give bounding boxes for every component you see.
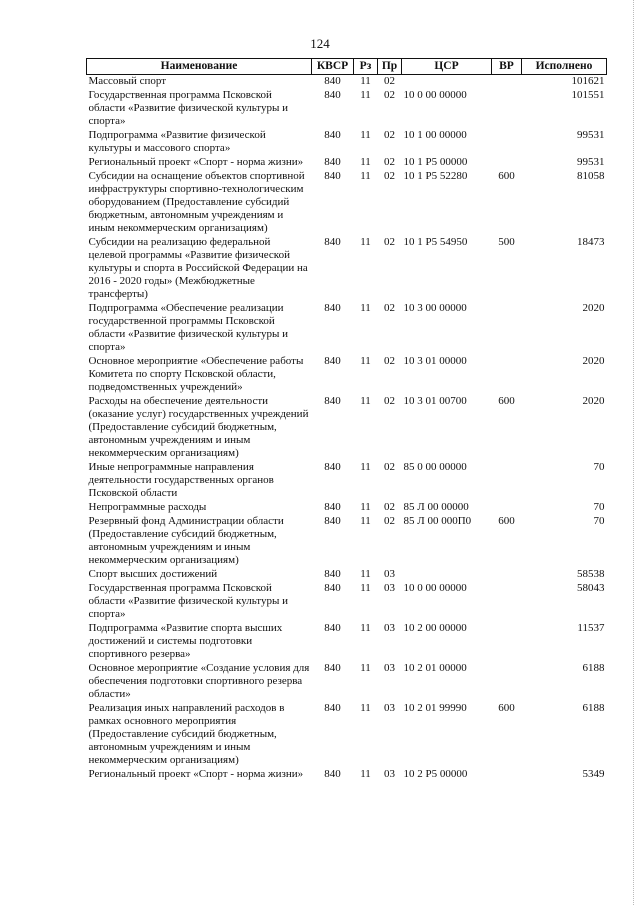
cell-kvsr: 840 — [324, 395, 341, 407]
cell-vr — [492, 582, 522, 622]
cell-rz: 11 — [360, 501, 371, 513]
cell-rz: 11 — [360, 702, 371, 714]
column-header-vr: ВР — [492, 59, 522, 75]
cell-vr — [492, 501, 522, 515]
cell-executed: 58043 — [577, 582, 605, 594]
cell-csr: 10 3 01 00700 — [403, 395, 467, 407]
cell-vr: 500 — [498, 236, 515, 248]
cell-name: Региональный проект «Спорт - норма жизни» — [88, 768, 304, 780]
column-header-rz: Рз — [354, 59, 378, 75]
cell-name: Реализация иных направлений расходов в рамках основного мероприятия (Предоставление субсидий бюджетным, автономным учреждениям и иным некоммерческим организациям) — [88, 702, 285, 766]
cell-name: Региональный проект «Спорт - норма жизни» — [88, 156, 304, 168]
cell-pr: 02 — [384, 236, 395, 248]
cell-rz: 11 — [360, 75, 371, 87]
cell-csr: 10 2 Р5 00000 — [403, 768, 468, 780]
scan-edge-line — [632, 0, 634, 905]
cell-pr: 02 — [384, 302, 395, 314]
cell-name: Непрограммные расходы — [88, 501, 207, 513]
table-row — [87, 302, 607, 355]
cell-vr — [492, 568, 522, 582]
cell-executed: 5349 — [582, 768, 605, 780]
budget-execution-table — [86, 58, 607, 782]
cell-csr: 10 0 00 00000 — [403, 582, 467, 594]
cell-kvsr: 840 — [324, 662, 341, 674]
table-row — [87, 89, 607, 129]
cell-pr: 03 — [384, 662, 395, 674]
cell-pr: 02 — [384, 501, 395, 513]
cell-executed: 2020 — [582, 355, 605, 367]
table-header — [87, 59, 607, 75]
cell-executed: 18473 — [577, 236, 605, 248]
cell-vr: 600 — [498, 395, 515, 407]
table-row — [87, 236, 607, 302]
cell-name: Государственная программа Псковской области «Развитие физической культуры и спорта» — [88, 89, 288, 127]
cell-name: Подпрограмма «Развитие физической культуры и массового спорта» — [88, 129, 266, 154]
cell-vr — [492, 75, 522, 90]
cell-csr: 10 1 Р5 52280 — [403, 170, 468, 182]
cell-vr — [492, 768, 522, 782]
cell-csr: 85 0 00 00000 — [403, 461, 467, 473]
cell-kvsr: 840 — [324, 170, 341, 182]
cell-name: Подпрограмма «Развитие спорта высших достижений и системы подготовки спортивного резерва» — [88, 622, 283, 660]
cell-rz: 11 — [360, 395, 371, 407]
table-row — [87, 582, 607, 622]
cell-kvsr: 840 — [324, 501, 341, 513]
table-row — [87, 662, 607, 702]
cell-csr — [402, 75, 492, 90]
cell-name: Субсидии на оснащение объектов спортивной инфраструктуры спортивно-технологическим оборудованием (Предоставление субсидий бюджетным, автономным учреждениям и иным некоммерческим организациям) — [88, 170, 305, 234]
cell-name: Массовый спорт — [88, 75, 167, 87]
cell-executed: 70 — [593, 501, 605, 513]
cell-vr — [492, 129, 522, 156]
cell-name: Резервный фонд Администрации области (Предоставление субсидий бюджетным, автономным учреждениям и иным некоммерческим организациям) — [88, 515, 284, 566]
table-row — [87, 129, 607, 156]
cell-csr: 85 Л 00 00000 — [403, 501, 469, 513]
cell-executed: 99531 — [577, 156, 605, 168]
cell-vr — [492, 461, 522, 501]
cell-pr: 02 — [384, 129, 395, 141]
cell-rz: 11 — [360, 170, 371, 182]
cell-name: Спорт высших достижений — [88, 568, 218, 580]
cell-csr: 10 2 00 00000 — [403, 622, 467, 634]
cell-kvsr: 840 — [324, 89, 341, 101]
cell-rz: 11 — [360, 622, 371, 634]
cell-vr — [492, 302, 522, 355]
cell-pr: 03 — [384, 768, 395, 780]
cell-kvsr: 840 — [324, 75, 341, 87]
cell-kvsr: 840 — [324, 622, 341, 634]
cell-pr: 02 — [384, 461, 395, 473]
cell-csr: 10 1 Р5 00000 — [403, 156, 468, 168]
cell-vr — [492, 156, 522, 170]
table-row — [87, 515, 607, 568]
cell-pr: 02 — [384, 355, 395, 367]
page-number: 124 — [310, 36, 330, 51]
cell-kvsr: 840 — [324, 515, 341, 527]
cell-pr: 02 — [384, 75, 395, 87]
cell-executed: 2020 — [582, 395, 605, 407]
cell-pr: 02 — [384, 515, 395, 527]
cell-kvsr: 840 — [324, 302, 341, 314]
cell-name: Основное мероприятие «Создание условия для обеспечения подготовки спортивного резерва области» — [88, 662, 310, 700]
cell-executed: 81058 — [577, 170, 605, 182]
cell-csr — [402, 568, 492, 582]
cell-rz: 11 — [360, 461, 371, 473]
table-row — [87, 395, 607, 461]
cell-rz: 11 — [360, 768, 371, 780]
cell-pr: 02 — [384, 395, 395, 407]
cell-csr: 10 2 01 99990 — [403, 702, 467, 714]
table-row — [87, 622, 607, 662]
cell-vr: 600 — [498, 702, 515, 714]
table-row — [87, 461, 607, 501]
cell-csr: 10 1 Р5 54950 — [403, 236, 468, 248]
cell-executed: 101621 — [571, 75, 605, 87]
cell-pr: 03 — [384, 622, 395, 634]
table-row — [87, 170, 607, 236]
cell-vr: 600 — [498, 170, 515, 182]
column-header-exec: Исполнено — [522, 59, 607, 75]
cell-rz: 11 — [360, 355, 371, 367]
cell-rz: 11 — [360, 236, 371, 248]
cell-rz: 11 — [360, 515, 371, 527]
column-header-name: Наименование — [87, 59, 312, 75]
column-header-pr: Пр — [378, 59, 402, 75]
table-body — [87, 75, 607, 783]
cell-csr: 10 3 01 00000 — [403, 355, 467, 367]
cell-vr: 600 — [498, 515, 515, 527]
column-header-kvsr: КВСР — [312, 59, 354, 75]
cell-executed: 70 — [593, 461, 605, 473]
cell-csr: 10 1 00 00000 — [403, 129, 467, 141]
cell-kvsr: 840 — [324, 355, 341, 367]
cell-pr: 02 — [384, 156, 395, 168]
cell-pr: 03 — [384, 582, 395, 594]
cell-vr — [492, 89, 522, 129]
cell-rz: 11 — [360, 89, 371, 101]
cell-name: Основное мероприятие «Обеспечение работы Комитета по спорту Псковской области, подведомственных учреждений» — [88, 355, 304, 393]
cell-vr — [492, 622, 522, 662]
table-row — [87, 355, 607, 395]
cell-kvsr: 840 — [324, 461, 341, 473]
cell-executed: 70 — [593, 515, 605, 527]
cell-rz: 11 — [360, 302, 371, 314]
cell-name: Иные непрограммные направления деятельности государственных органов Псковской области — [88, 461, 274, 499]
cell-executed: 11537 — [577, 622, 605, 634]
cell-csr: 85 Л 00 000П0 — [403, 515, 472, 527]
cell-executed: 99531 — [577, 129, 605, 141]
cell-name: Расходы на обеспечение деятельности (оказание услуг) государственных учреждений (Предоставление субсидий бюджетным, автономным учреждениям и иным некоммерческим организациям) — [88, 395, 309, 459]
cell-executed: 6188 — [582, 662, 605, 674]
table-row — [87, 702, 607, 768]
cell-kvsr: 840 — [324, 156, 341, 168]
cell-vr — [492, 355, 522, 395]
cell-pr: 03 — [384, 702, 395, 714]
cell-rz: 11 — [360, 156, 371, 168]
cell-executed: 2020 — [582, 302, 605, 314]
cell-pr: 03 — [384, 568, 395, 580]
cell-csr: 10 3 00 00000 — [403, 302, 467, 314]
cell-executed: 101551 — [571, 89, 605, 101]
cell-name: Подпрограмма «Обеспечение реализации государственной программы Псковской области «Развитие физической культуры и спорта» — [88, 302, 288, 353]
cell-name: Субсидии на реализацию федеральной целевой программы «Развитие физической культуры и спорта в Российской Федерации на 2016 - 2020 годы» (Межбюджетные трансферты) — [88, 236, 308, 300]
cell-rz: 11 — [360, 129, 371, 141]
cell-kvsr: 840 — [324, 236, 341, 248]
cell-csr: 10 2 01 00000 — [403, 662, 467, 674]
cell-pr: 02 — [384, 170, 395, 182]
cell-kvsr: 840 — [324, 702, 341, 714]
table-row — [87, 568, 607, 582]
cell-name: Государственная программа Псковской области «Развитие физической культуры и спорта» — [88, 582, 288, 620]
cell-executed: 58538 — [577, 568, 605, 580]
cell-kvsr: 840 — [324, 768, 341, 780]
cell-kvsr: 840 — [324, 568, 341, 580]
cell-rz: 11 — [360, 662, 371, 674]
cell-csr: 10 0 00 00000 — [403, 89, 467, 101]
cell-kvsr: 840 — [324, 582, 341, 594]
cell-vr — [492, 662, 522, 702]
table-row — [87, 768, 607, 782]
cell-kvsr: 840 — [324, 129, 341, 141]
cell-pr: 02 — [384, 89, 395, 101]
table-row — [87, 75, 607, 90]
cell-rz: 11 — [360, 568, 371, 580]
cell-rz: 11 — [360, 582, 371, 594]
cell-executed: 6188 — [582, 702, 605, 714]
table-row — [87, 156, 607, 170]
table-row — [87, 501, 607, 515]
column-header-csr: ЦСР — [402, 59, 492, 75]
